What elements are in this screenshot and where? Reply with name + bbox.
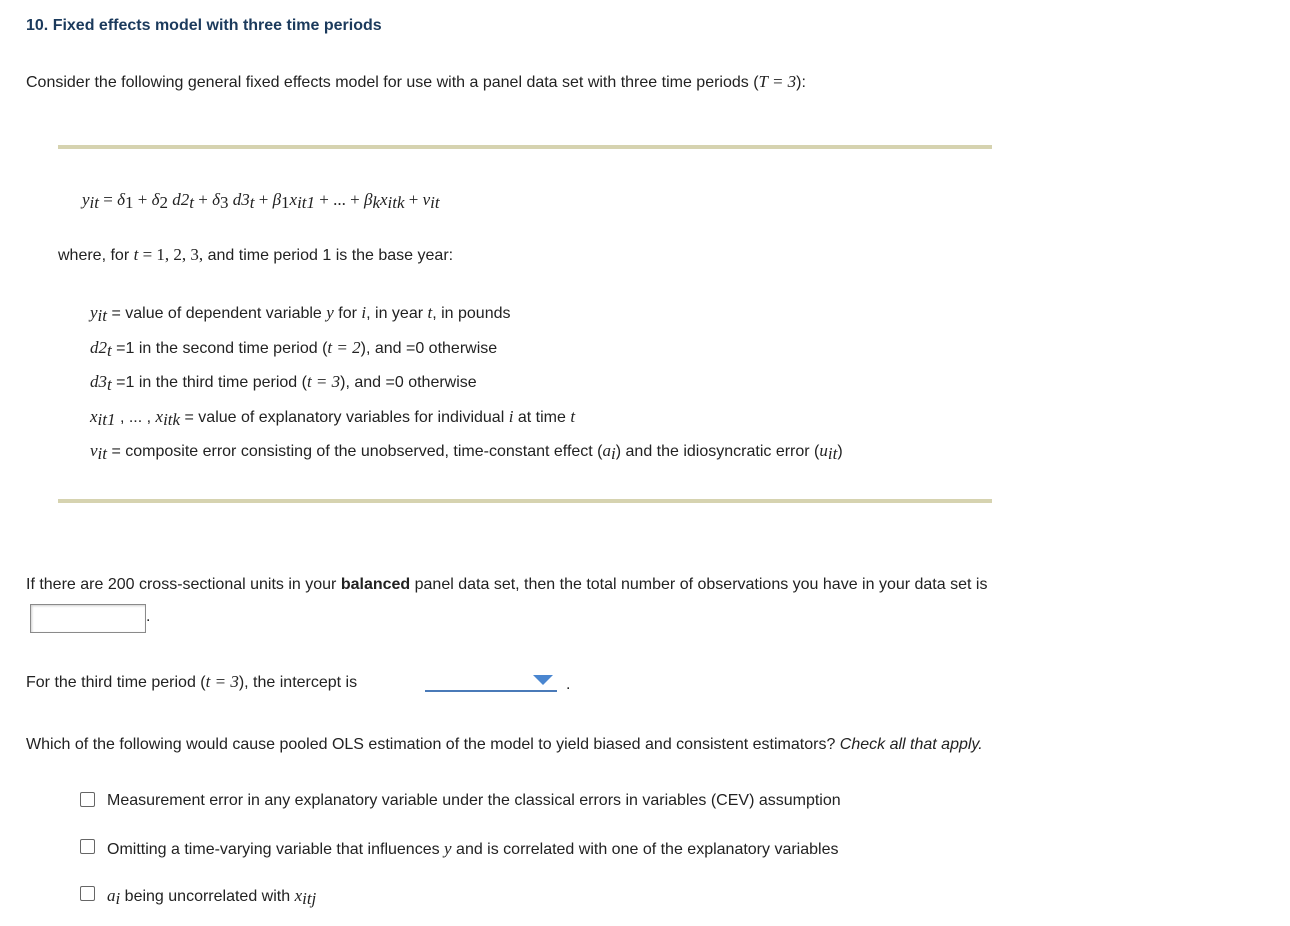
definition-d3: $d3_t =1$ in the third time period (t = 3), and =0 otherwise — [90, 372, 477, 394]
question-1-text: If there are 200 cross-sectional units in your balanced panel data set, then the total number of observations you have in your data set is — [26, 576, 988, 593]
intro-text: Consider the following general fixed effects model for use with a panel data set with three time periods (T = 3): — [26, 72, 806, 91]
model-equation: $y_{it} = \delta_1 + \delta_2$ $d2_t + \delta_3$ $d3_t + \beta_1x_{it1}$ + ... + $\beta_kx_{itk} + v_{it}$ — [82, 190, 440, 212]
intro-math: T = 3 — [758, 72, 797, 91]
question-1-period: . — [146, 608, 151, 625]
definition-d2: $d2_t =1$ in the second time period (t = 2), and =0 otherwise — [90, 338, 498, 360]
where-line: where, for t = 1, 2, 3, and time period 1 is the base year: — [58, 245, 454, 264]
option-1-checkbox[interactable] — [80, 792, 95, 807]
option-1-label[interactable]: Measurement error in any explanatory variable under the classical errors in variables (CEV) assumption — [107, 792, 841, 809]
page-title: 10. Fixed effects model with three time periods — [26, 17, 382, 34]
option-2-checkbox[interactable] — [80, 839, 95, 854]
question-2-period: . — [566, 676, 571, 693]
definition-y: $y_{it}$ = value of dependent variable y for i, in year t, in pounds — [90, 303, 511, 325]
option-2-label[interactable]: Omitting a time-varying variable that influences y and is correlated with one of the explanatory variables — [107, 839, 839, 858]
option-3-label[interactable]: $a_i$ being uncorrelated with $x_{itj}$ — [107, 886, 317, 908]
dropdown-arrow-icon — [533, 675, 553, 685]
intercept-dropdown[interactable] — [425, 670, 557, 692]
observations-input[interactable] — [30, 604, 146, 633]
option-3-checkbox[interactable] — [80, 886, 95, 901]
question-3-text: Which of the following would cause pooled OLS estimation of the model to yield biased and consistent estimators? Check all that apply. — [26, 736, 983, 753]
definition-v: $v_{it}$ = composite error consisting of the unobserved, time-constant effect $(a_i)$ and the idiosyncratic error $(u_{it})$ — [90, 441, 843, 463]
definition-x: $x_{it1}$ , ... , $x_{itk}$ = value of explanatory variables for individual i at time t — [90, 407, 576, 429]
bottom-divider — [58, 499, 992, 503]
top-divider — [58, 145, 992, 149]
question-2-text: For the third time period (t = 3), the intercept is — [26, 672, 358, 691]
